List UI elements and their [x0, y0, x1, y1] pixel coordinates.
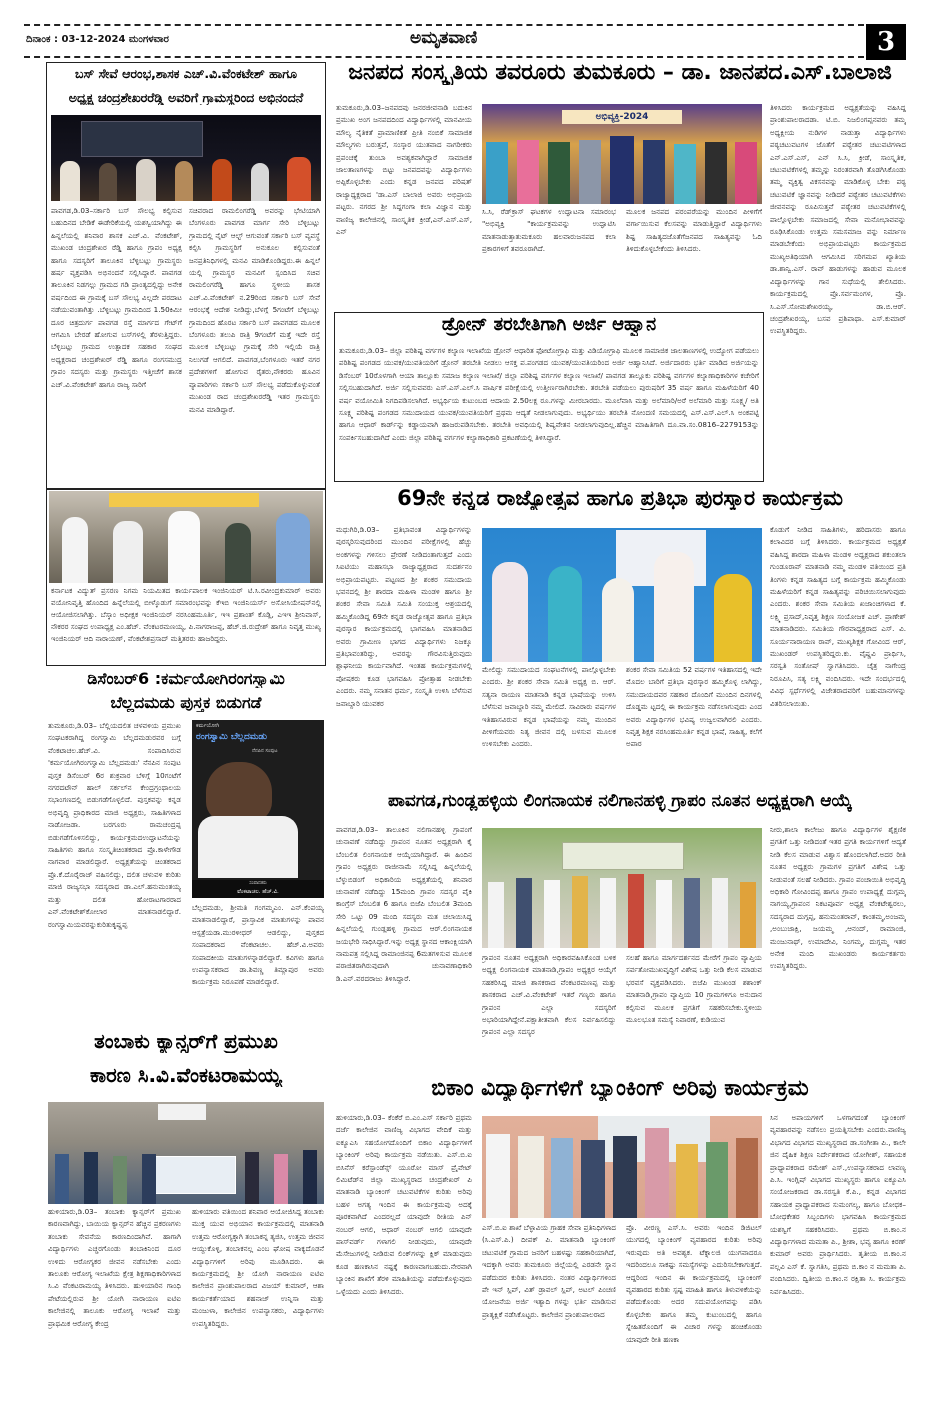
office-building — [562, 842, 684, 870]
headline-book-line2: ಬೆಲ್ಲದಮಡು ಪುಸ್ತಕ ಬಿಡುಗಡೆ — [110, 694, 262, 712]
students — [48, 1148, 324, 1204]
grampanchayat-body-col4: ನೀರು,ಶಾಲಾ ಕಾಲೇಜು ಹಾಗೂ ವಿದ್ಯಾರ್ಥಿಗಳ ಶೈಕ್ಷಣಿಕ ಪ್ರಗತಿಗೆ ಒತ್ತು ನೀಡಿದಂತೆ ಇತರ ಪ್ರಗತಿ ಕಾರ್ಯಗಳಿಗೆ ಆದ್ಯತೆ ನೀಡಿ ಕೆಲಸ ಮಾಡುವ ವಿಶ್ವಾಸ ಹೊಂದಲಾಗಿದೆ.ಅದರ ರೀತಿ ನೂತನ ಅಧ್ಯಕ್ಷರು ಗ್ರಾಮಗಳ ಪ್ರಗತಿಗೆ ವಿಶೇಷ ಒತ್ತು ನೀಡುವಂತೆ ಸಲಹೆ ನೀಡಿದರು. ಗ್ರಾಪಂ ಪಂಚಾಯಿತಿ ಅಭಿವೃದ್ಧಿ ಅಧಿಕಾರಿ ಗೋವಿಂದಪ್ಪ ಹಾಗೂ ಗ್ರಾಪಂ ಉಪಾಧ್ಯಕ್ಷೆ ದುಗ್ಗಮ್ಮ ನಾಗಯ್ಯ,ಗ್ರಾಪಂನ ನಿಕಟಪೂರ್ವ ಅಧ್ಯಕ್ಷ ವೆಂಕಟೇಶ್ವರಲು, ಸದಸ್ಯರಾದ ದುಗ್ಗಪ್ಪ, ಹನುಮಂತರಾವ್, ಕಾಂತಮ್ಮ,ಅಂಜಮ್ಮ ,ಅಂಬುಜಾಕ್ಷಿ, ಜಯಮ್ಮ ,ಆನಂದ್, ರಾಮಾಂಜಿ, ಮಂಜುನಾಥ್, ಉಮಾದೇವಿ, ನಿಂಗಮ್ಮ, ದುಗ್ಗಮ್ಮ ಇತರ ಅನೇಕ ಮಂದಿ ಮುಖಂಡರು ಕಾರ್ಯಕರ್ತರು ಉಪಸ್ಥಿತರಿದ್ದರು. — [770, 825, 906, 971]
headline-banking: ಬಿಕಾಂ ವಿದ್ಯಾರ್ಥಿಗಳಿಗೆ ಬ್ಯಾಂಕಿಂಗ್ ಅರಿವು ಕಾರ್ಯಕ್ರಮ — [431, 1076, 809, 1101]
drone-body: ತುಮಕೂರು,ಡಿ.03– ಜಿಲ್ಲಾ ಪರಿಶಿಷ್ಟ ವರ್ಗಗಳ ಕಲ್ಯಾಣ ಇಲಾಖೆಯ ಡ್ರೋನ್ ಆಧಾರಿತ ಫೋಟೋಗ್ರಾಫಿ ಮತ್ತು ವಿಡಿಯೋಗ್ರಾಫಿ ಮೂಲಕ ಸಾಮಾಜಿಕ ಜಾಲತಾಣಗಳಲ್ಲಿ ಉದ್ಯೋಗ ಪಡೆಯಲು ಪರಿಶಿಷ್ಟ ಪಂಗಡದ ಯುವಕ/ಯುವತಿಯರಿಗೆ ಡ್ರೋನ್ ತರಬೇತಿ ನೀಡಲು ಆಸಕ್ತ ಪ.ಪಂಗಡದ ಯುವಕ/ಯುವತಿಯರಿಂದ ಅರ್ಜಿ ಆಹ್ವಾನಿಸಿದೆ. ಅರ್ಜಿದಾರರು ಭರ್ತಿ ಮಾಡಿದ ಅರ್ಜಿಯನ್ನು ಡಿಸೆಂಬರ್ 10ರೊಳಗಾಗಿ ಆಯಾ ತಾಲ್ಲೂಕು ಸಮಾಜ ಕಲ್ಯಾಣ ಇಲಾಖೆ/ ಜಿಲ್ಲಾ ಪರಿಶಿಷ್ಟ ವರ್ಗಗಳ ಕಲ್ಯಾಣ ಇಲಾಖೆ/ ಪಾವಗಡ ತಾಲ್ಲೂಕು ಪರಿಶಿಷ್ಟ ವರ್ಗಗಳ ಕಲ್ಯಾಣಾಧಿಕಾರಿಗಳ ಕಚೇರಿಗೆ ಸಲ್ಲಿಸಬಹುದಾಗಿದೆ. ಅರ್ಜಿ ಸಲ್ಲಿಸುವವರು ಎಸ್.ಎಸ್.ಎಲ್.ಸಿ ವಾರ್ಷಿಕ ಪರೀಕ್ಷೆಯಲ್ಲಿ ಉತ್ತೀರ್ಣರಾಗಿರಬೇಕು. ತರಬೇತಿ ಪಡೆಯಲು ಪುರುಷರಿಗೆ 35 ವರ್ಷ ಹಾಗೂ ಮಹಿಳೆಯರಿಗೆ 40 ವರ್ಷ ವಯೋಮಿತಿ ನಿಗದಿಪಡಿಸಲಾಗಿದೆ. ಅಭ್ಯರ್ಥಿಯ ಕುಟುಂಬದ ಆದಾಯ 2.50ಲಕ್ಷ ರೂ.ಗಳನ್ನು ಮೀರಬಾರದು. ಮೂಲೆವಾಸಿ ಮತ್ತು ಅಲೆಮಾರಿ/ಅರೆ ಅಲೆಮಾರಿ ಮತ್ತು ಸೂಕ್ಷ್ಮ/ ಅತಿ ಸೂಕ್ಷ್ಮ ಪರಿಶಿಷ್ಟ ಪಂಗಡದ ಸಮುದಾಯದ ಯುವಕ/ಯುವತಿಯರಿಗೆ ಪ್ರಥಮ ಆದ್ಯತೆ ನೀಡಲಾಗುವುದು. ಅಭ್ಯರ್ಥಿಯು ತರಬೇತಿ ನೋಂದಣಿ ಸಮಯದಲ್ಲಿ ಎಸ್.ಎಸ್.ಎಲ್.ಸಿ ಅಂಕಪಟ್ಟಿ ಹಾಗೂ ಆಧಾರ್ ಕಾರ್ಡ್‌ನ್ನು ಕಡ್ಡಾಯವಾಗಿ ಹಾಜರುಪಡಿಸಬೇಕು. ತರಬೇತಿ ಅವಧಿಯಲ್ಲಿ ಶಿಷ್ಯವೇತನ ನೀಡಲಾಗುವುದಿಲ್ಲ.ಹೆಚ್ಚಿನ ಮಾಹಿತಿಗಾಗಿ ದೂ.ವಾ.ಸಂ.0816–2279153ನ್ನು ಸಂಪರ್ಕಿಸಬಹುದಾಗಿದೆ ಎಂದು ಜಿಲ್ಲಾ ಪರಿಶಿಷ್ಟ ವರ್ಗಗಳ ಕಲ್ಯಾಣಾಧಿಕಾರಿ ಪ್ರಕಟಣೆಯಲ್ಲಿ ತಿಳಿಸಿದ್ದಾರೆ. — [339, 346, 759, 442]
kptcl-caption: ಕರ್ನಾಟಕ ವಿದ್ಯುತ್ ಪ್ರಸರಣ ನಿಗಮ ನಿಯಮಿತದ ಕಾರ್ಯಪಾಲಕ ಇಂಜಿನಿಯರ್ ಟಿ.ಸಿ.ರವೀಂದ್ರಕುಮಾರ್ ಅವರು ವಯೋನಿವೃತ್ತಿ ಹೊಂದಿದ ಹಿನ್ನೆಲೆಯಲ್ಲಿ ಬೀಳ್ಕೊಡುಗೆ ಸಮಾರಂಭವನ್ನು ಕೆಇಬಿ ಇಂಜಿನಿಯರ್ಸ್ ಅಸೋಸಿಯೇಷನ್‌ನಲ್ಲಿ ಆಯೋಜಿಸಲಾಗಿತ್ತು. ಬೆಸ್ಕಾಂ ಅಧೀಕ್ಷಕ ಇಂಜಿನಿಯರ್ ನರಸಿಂಹಮೂರ್ತಿ, ಇಇ ಪ್ರಶಾಂತ್ ಕೊಡ್ಲಿ, ಎಇಇ ಶ್ರೀನಿವಾಸ್, ನೌಕರರ ಸಂಘದ ಉಪಾಧ್ಯಕ್ಷ ಎಂ.ಹೆಚ್. ವೆಂಕಟರಮಣಯ್ಯ, ಪಿ.ನಾಗರಾಜಪ್ಪ, ಹೆಚ್.ಜಿ.ರುದ್ರೇಶ್ ಹಾಗೂ ನಿವೃತ್ತ ಮುಖ್ಯ ಇಂಜಿನಿಯರ್ ಆದಿ ನಾರಾಯಣ್, ವೆಂಕಟೇಶಪ್ರಸಾದ್ ಮತ್ತಿತರರು ಹಾಜರಿದ್ದರು. — [51, 586, 321, 643]
banking-body-col4: ಸಿನ ಅಪಾಯಗಳಿಗೆ ಒಳಗಾಗದಂತೆ ಬ್ಯಾಂಕಿಂಗ್ ವ್ಯವಹಾರವನ್ನು ನಡೆಸಲು ಪ್ರಯತ್ನಿಸಬೇಕು ಎಂದರು.ವಾಣಿಜ್ಯ ವಿಭಾಗದ ವಿಭಾಗದ ಮುಖ್ಯಸ್ಥರಾದ ಡಾ.ಸಂಗೀತಾ ಪಿ., ಕಾಲೇ ಜಿನ ದೈಹಿಕ ಶಿಕ್ಷಣ ನಿರ್ದೇಶಕರಾದ ಯೋಗೀಶ್, ಸಹಾಯಕ ಪ್ರಾಧ್ಯಾಪಕರಾದ ರಮೇಶ್ ಎಸ್.,ಉಪನ್ಯಾಸಕರಾದ ಲಾವಣ್ಯ ಪಿ.ಸಿ. ಇಂಗ್ಲಿಷ್ ವಿಭಾಗದ ಮುಖ್ಯಸ್ಥರು ಹಾಗೂ ಐಕ್ಯೂಎಸಿ ಸಂಯೋಜಕರಾದ ಡಾ.ಸರಸ್ವತಿ ಕೆ.ಪಿ., ಕನ್ನಡ ವಿಭಾಗದ ಸಹಾಯಕ ಪ್ರಾಧ್ಯಾಪಕರಾದ ಸುಮಂಗಲ್ಯ, ಹಾಗೂ ಬೋಧಕ– ಬೋಧಕೇತರ ಸಿಬ್ಬಂದಿಗಳು ಭಾಗವಹಿಸಿ ಕಾರ್ಯಕ್ರಮದ ಯಶಸ್ವಿಗೆ ಸಹಕರಿಸಿದರು. ಪ್ರಥಮ ಬಿ.ಕಾಂ.ನ ವಿದ್ಯಾರ್ಥಿಗಳಾದ ಮಮತಾ ಪಿ., ಶ್ರೀಶಾ, ಭವ್ಯ ಹಾಗೂ ಕಿರಣ್ ಕುಮಾರ್ ಅವರು ಪ್ರಾರ್ಥಿಸಿದರು. ತೃತೀಯ ಬಿ.ಕಾಂ.ನ ಪಲ್ಲವಿ ಎಸ್ ಕೆ. ಸ್ವಾಗತಿಸಿ, ಪ್ರಥಮ ಬಿ.ಕಾಂ ನ ಮಮತಾ ಪಿ. ವಂದಿಸಿದರು. ದ್ವಿತೀಯ ಬಿ.ಕಾಂ.ನ ರಕ್ಷಿತಾ ಸಿ. ಕಾರ್ಯಕ್ರಮ ನಿರ್ವಹಿಸಿದರು. — [770, 1113, 906, 1296]
article-drone — [334, 312, 764, 482]
sign-board — [158, 1104, 206, 1120]
panel-members — [482, 1122, 762, 1218]
photo-grampanchayat-president — [482, 828, 762, 948]
stage-banner: ಅಭಿವ್ಯಕ್ತಿ-2024 — [562, 110, 682, 124]
book-cover-kicker: ಕರ್ಮಯೋಗಿ — [196, 723, 220, 729]
page-number-badge: 3 — [866, 24, 906, 60]
banner-shape — [109, 493, 259, 507]
headline-bus-line1: ಬಸ್ ಸೇವೆ ಆರಂಭ,ಶಾಸಕ ಎಚ್.ವಿ.ವೆಂಕಟೇಶ್ ಹಾಗೂ — [75, 67, 297, 81]
headline-grampanchayat: ಪಾವಗಡ,ಗುಂಡ್ಲಹಳ್ಳಿಯ ಲಿಂಗನಾಯಕ ನಲಿಗಾನಹಳ್ಳಿ ಗ್ರಾಪಂ ನೂತನ ಅಧ್ಯಕ್ಷರಾಗಿ ಆಯ್ಕೆ — [388, 792, 852, 811]
headline-rajyotsava: 69ನೇ ಕನ್ನಡ ರಾಜ್ಯೋತ್ಸವ ಹಾಗೂ ಪ್ರತಿಭಾ ಪುರಸ್ಕಾರ ಕಾರ್ಯಕ್ರಮ — [397, 486, 843, 510]
top-rule — [24, 24, 864, 26]
crowd — [51, 155, 321, 201]
grampanchayat-body-col1: ಪಾವಗಡ,ಡಿ.03– ತಾಲೂಕಿನ ನಲಿಗಾನಹಳ್ಳಿ ಗ್ರಾಪಂಗೆ ಚುನಾವಣೆ ನಡೆದಿದ್ದು ಗ್ರಾಪಂನ ನೂತನ ಅಧ್ಯಕ್ಷರಾಗಿ ಕೈ ಬೆಂಬಲಿತ ಲಿಂಗನಾಯಕ ಆಯ್ಕೆಯಾಗಿದ್ದಾರೆ. ಈ ಹಿಂದಿನ ಗ್ರಾಪಂ ಅಧ್ಯಕ್ಷರು ರಾಜೀನಾಮೆ ಸಲ್ಲಿಸಿದ್ದ ಹಿನ್ನಲೆಯಲ್ಲಿ ಬೆಳ್ಳುಬಿಡಂಗೆ ಅಧಿಕಾರಿಯ ಅಧ್ಯಕ್ಷತೆಯಲ್ಲಿ ಶನಿವಾರ ಚುನಾವಣೆ ನಡೆದಿದ್ದು 15ಮಂದಿ ಗ್ರಾಪಂ ಸದಸ್ಯರ ಪೈಕಿ ಕಾಂಗ್ರೆಸ್ ಬೆಂಬಲಿತ 6 ಹಾಗೂ ಬಿಜೆಪಿ ಬೆಂಬಲಿತ 3ಮಂದಿ ಸೇರಿ ಒಟ್ಟು 09 ಮಂದಿ ಸದಸ್ಯರು ಮತ ಚಲಾಯಿಸಿದ್ದ ಹಿನ್ನಲೆಯಲ್ಲಿ ಗುಂಡ್ಲಹಳ್ಳಿ ಗ್ರಾಮದ ಆರ್.ಲಿಂಗನಾಯಕ ಜಯಭೇರಿ ಸಾಧಿಸಿದ್ದಾರೆ.ಇನ್ನು ಅಧ್ಯಕ್ಷ ಸ್ಥಾನದ ಆಕಾಂಕ್ಷಿಯಾಗಿ ನಾಮಪತ್ರ ಸಲ್ಲಿಸಿದ್ದ ರಾಮಾಂಜಿನಪ್ಪ 6ಮತಗಳಿಸುವ ಮೂಲಕ ಪರಾಜಿತರಾಗಿರುವುದಾಗಿ ಚುನಾವಣಾಧಿಕಾರಿ ಡಿ.ಎನ್.ವರದರಾಜು ತಿಳಿಸಿದ್ದಾರೆ. — [336, 825, 472, 983]
paper-name: ಅಮೃತವಾಣಿ — [410, 28, 478, 48]
bus-body-col1: ಪಾವಗಡ,ಡಿ.03–ಸರ್ಕಾರಿ ಬಸ್ ಸೌಲಭ್ಯ ಕಲ್ಪಿಸುವ ಬಹುದಿನದ ಬೇಡಿಕೆ ಈಡೇರಿಕೆಯಲ್ಲಿ ಯಶಸ್ವಿಯಾಗಿದ್ದು ಈ ಹಿನ್ನಲೆಯಲ್ಲಿ ಶನಿವಾರ ಶಾಸಕ ಎಚ್.ವಿ. ವೆಂಕಟೇಶ್, ಮುಖಂಡ ಚಂದ್ರಶೇಖರ ರೆಡ್ಡಿ ಹಾಗೂ ಗ್ರಾಪಂ ಅಧ್ಯಕ್ಷ ಹಾಗೂ ಸದಸ್ಯರಿಗೆ ತಾಲೂಕಿನ ಬೆಳ್ಳಿಬಟ್ಲು ಗ್ರಾಮಸ್ಥರು ಹರ್ಷ ವ್ಯಕ್ತಪಡಿಸಿ ಅಭಿನಂದನೆ ಸಲ್ಲಿಸಿದ್ದಾರೆ. ಪಾವಗಡ ತಾಲೂಕಿನ ನಿಡಗಲ್ಲು ಗ್ರಾಮದ ಗಡಿ ಪ್ರಾಂತ್ಯದಲ್ಲಿದ್ದು ಅನೇಕ ವರ್ಷದಿಂದ ಈ ಗ್ರಾಮಕ್ಕೆ ಬಸ್ ಸೌಲಭ್ಯ ವಿಲ್ಲದೇ ಪರದಾಟ ನಡೆಯುವಂತಾಗಿತ್ತು .ಬೆಳ್ಳಿಬಟ್ಲು ಗ್ರಾಮದಿಂದ 1.50ಕಿಮೀ ದೂರ ಚಿತ್ರದುರ್ಗ ಪಾವಗಡ ರಸ್ತೆ ಮಾರ್ಗದ ಗೇಟ್‌ಗೆ ಆಗಮಿಸಿ ಬೇರಡೆ ಹೋಗುವ ಬಸ್‌ಗಳಲ್ಲಿ ತೆರಳುತ್ತಿದ್ದರು. ಬೆಳ್ಳಿಬಟ್ಲು ಗ್ರಾಮದ ಉತ್ಪಾದಕ ಸಹಕಾರ ಸಂಘದ ಅಧ್ಯಕ್ಷರಾದ ಚಂದ್ರಶೇಖರ್ ರೆಡ್ಡಿ ಹಾಗೂ ರಂಗಸಮುದ್ರ ಗ್ರಾಪಂ ಸದಸ್ಯರು ಮತ್ತು ಗ್ರಾಮಸ್ಥರು ಇತ್ತೀಚೆಗೆ ಶಾಸಕ ಎಚ್.ವಿ.ವೆಂಕಟೇಶ್ ಹಾಗೂ ರಾಜ್ಯ ಸಾರಿಗೆ — [51, 206, 182, 389]
book-body-col2: ಬೆಲ್ಲದಮಡು, ಶ್ರೀಮತಿ ಗಂಗಮ್ಮಎಂ. ಎನ್.ಕೆಂಪಯ್ಯ ಮಾತನಾಡಲಿದ್ದಾರೆ, ಪ್ರಾಸ್ತಾವಿಕ ಮಾತುಗಳನ್ನು ಪಾವನ ಆಸ್ಪತ್ರೆಯಡಾ.ಮುರಳೀಧರ್ ಆಡಲಿದ್ದು, ಪುಸ್ತಕದ ಸಂಪಾದಕರಾದ ವೆಂಕಟಾಚಲ. ಹೆಚ್.ವಿ.ಅವರು ಸಂಪಾದಕೀಯ ಮಾತುಗಳನ್ನಾಡಲಿದ್ದಾರೆ. ಕವಿಗಳು ಹಾಗೂ ಉಪನ್ಯಾಸಕರಾದ ಡಾ.ಶಿವಣ್ಣ ತಿಮ್ಲಾಪುರ ಅವರು ಕಾರ್ಯಕ್ರಮ ನಿರೂಪಣೆ ಮಾಡಲಿದ್ದಾರೆ. — [192, 903, 324, 987]
photo-bus-felicitation — [51, 115, 321, 201]
book-cover — [192, 720, 324, 898]
photo-abhivyakti-2024 — [482, 104, 762, 204]
header-bottom-rule — [24, 56, 864, 58]
rajyotsava-body-col1: ಮಧುಗಿರಿ,ಡಿ.03– ಪ್ರತಿಭಾವಂತ ವಿದ್ಯಾರ್ಥಿಗಳನ್ನು ಪುರಸ್ಕರಿಸುವುದರಿಂದ ಮುಂದಿನ ಪರೀಕ್ಷೆಗಳಲ್ಲಿ ಹೆಚ್ಚು ಅಂಕಗಳನ್ನು ಗಳಿಸಲು ಪ್ರೇರಣೆ ನೀಡಿದಂತಾಗುತ್ತದೆ ಎಂದು ಸಿಐಟಿಯು ಮಹಾಸಭಾ ರಾಜ್ಯಾಧ್ಯಕ್ಷರಾದ ಸುದರ್ಶನಂ ಅಭಿಪ್ರಾಯಪಟ್ಟರು. ಪಟ್ಟಣದ ಶ್ರೀ ಶಂಕರ ಸಮುದಾಯ ಭವನದಲ್ಲಿ ಶ್ರೀ ಶಾರದಾ ಮಹಿಳಾ ಮಂಡಳಿ ಹಾಗೂ ಶ್ರೀ ಶಂಕರ ಸೇವಾ ಸಮಿತಿ ಸಮಿತಿ ಸಂಯುಕ್ತ ಆಶ್ರಯದಲ್ಲಿ ಹಮ್ಮಿಕೊಂಡಿದ್ದ 69ನೇ ಕನ್ನಡ ರಾಜ್ಯೋತ್ಸವ ಹಾಗೂ ಪ್ರತಿಭಾ ಪುರಸ್ಕಾರ ಕಾರ್ಯಕ್ರಮದಲ್ಲಿ ಭಾಗವಹಿಸಿ ಮಾತನಾಡಿದ ಅವರು ಗ್ರಾಮೀಣ ಭಾಗದ ವಿದ್ಯಾರ್ಥಿಗಳು ನಿಜಕ್ಕೂ ಪ್ರತಿಭಾವಂತರಿದ್ದು, ಅವರನ್ನು ಗೌರವಿಸುತ್ತಿರುವುದು ಶ್ಲಾಘನೀಯ ಕಾರ್ಯವಾಗಿದೆ. ಇಂತಹ ಕಾರ್ಯಕ್ರಮಗಳಲ್ಲಿ ಪೋಷಕರು ಕೂಡ ಭಾಗವಹಿಸಿ ಪ್ರೋತ್ಸಾಹ ನೀಡಬೇಕು ಎಂದರು. ನಮ್ಮ ಸನಾತನ ಧರ್ಮ, ಸಂಸ್ಕೃತಿ ಉಳಿಸಿ ಬೆಳೆಸುವ ಜವಾಬ್ದಾರಿ ಯುವಕರ — [336, 525, 472, 708]
headline-drone: ಡ್ರೋನ್ ತರಬೇತಿಗಾಗಿ ಅರ್ಜಿ ಆಹ್ವಾನ — [441, 315, 657, 335]
janapada-body-col1: ತುಮಕೂರು,ಡಿ.03–ಜನಪದವು ಜನರಜೀವನಾಡಿ ಬದುಕಿನ ಪ್ರಮುಖ ಅಂಗ ಜನಪದದಿಂದ ವಿದ್ಯಾರ್ಥಿಗಳಲ್ಲಿ ಮಾನವೀಯ ಮೌಲ್ಯ ನೈತಿಕತೆ ಪ್ರಾಮಾಣಿಕತೆ ಪ್ರೀತಿ ನಂಬಿಕೆ ಸಾಮಾಜಿಕ ಮೌಲ್ಯಗಳು ಬರುತ್ತವೆ, ಸಂಸ್ಕಾರ ಯುತವಾದ ನಾಗರೀಕರು ಪ್ರಪಂಚಕ್ಕೆ ತುಂಬಾ ಅವಶ್ಯಕವಾಗಿದ್ದಾರೆ ಸಾಮಾಜಿಕ ಜಾಲತಾಣಗಳನ್ನು ಬಿಟ್ಟು ಜನಪದವನ್ನು ವಿದ್ಯಾರ್ಥಿಗಳು ಅಪ್ಪಿಕೊಳ್ಳಬೇಕು ಎಂದು ಕನ್ನಡ ಜನಪದ ಪರಿಷತ್ ರಾಜ್ಯಾಧ್ಯಕ್ಷರಾದ 'ಡಾ.ಎಸ್ ಬಾಲಾಜಿ ಅವರು ಅಭಿಪ್ರಾಯ ಪಟ್ಟರು. ನಗರದ ಶ್ರೀ ಸಿದ್ದಗಂಗಾ ಕಲಾ ವಿಜ್ಞಾನ ಮತ್ತು ವಾಣಿಜ್ಯ ಕಾಲೇಜಿನಲ್ಲಿ ಸಾಂಸ್ಕೃತಿಕ ಕ್ರೀಡೆ,ಎನ್.ಎಸ್.ಎಸ್, ಎನ್ — [336, 103, 472, 237]
portrait-shirt — [198, 816, 298, 878]
rajyotsava-body-col4: ಕೊಡುಗೆ ನೀಡಿದ ಸಾಹಿತಿಗಳು, ಹರಿದಾಸರು ಹಾಗೂ ಕಲಾವಿದರ ಬಗ್ಗೆ ತಿಳಿಸಿದರು. ಕಾರ್ಯಕ್ರಮದ ಅಧ್ಯಕ್ಷತೆ ವಹಿಸಿದ್ದ ಶಾರದಾ ಮಹಿಳಾ ಮಂಡಳಿ ಅಧ್ಯಕ್ಷರಾದ ಶಕುಂತಲಾ ಗುಂಡೂರಾವ್ ಮಾತನಾಡಿ ನಮ್ಮ ಮಂಡಳಿ ವತಿಯಿಂದ ಪ್ರತಿ ತಿಂಗಳು ಕನ್ನಡ ಸಾಹಿತ್ಯದ ಬಗ್ಗೆ ಕಾರ್ಯಕ್ರಮ ಹಮ್ಮಿಕೊಂಡು ಮಹಿಳೆಯರಿಗೆ ಕನ್ನಡ ಸಾಹಿತ್ಯವನ್ನು ಪರಿಚಯಿಸಲಾಗುವುದು ಎಂದರು. ಶಂಕರ ಸೇವಾ ಸಮಿತಿಯ ಖಜಾಂಚಿಗಳಾದ ಕೆ. ಲಕ್ಷ್ಮಿ ಪ್ರಸಾದ್,ನಿವೃತ್ತ ಶಿಕ್ಷಣ ಸಂಯೋಜಕ ಎಚ್. ಪ್ರಾಣೇಶ್ ಮಾತನಾಡಿದರು. ಸಮಿತಿಯ ಗೌರವಾಧ್ಯಕ್ಷರಾದ ಎಸ್. ವಿ. ಸೂರ್ಯನಾರಾಯಣ ರಾವ್, ಮುಖ್ಯಶಿಕ್ಷಕ ಗೋವಿಂದ ಆರ್, ಮುಖಂಡರ್ ಉಪಸ್ಥಿತರಿದ್ದರು.ಕು. ವೈಷ್ಣವಿ ಪ್ರಾರ್ಥಿಸಿ, ಸರಸ್ವತಿ ಸಂತೋಷ್ ಸ್ವಾಗತಿಸಿದರು. ಚೈತ್ರ ನಾಗೇಂದ್ರ ನಿರೂಪಿಸಿ, ಸತ್ಯ ಲಕ್ಷ್ಮಿ ವಂದಿಸಿದರು. ಇದೇ ಸಂದರ್ಭದಲ್ಲಿ ವಿವಿಧ ಸ್ಪರ್ಧೆಗಳಲ್ಲಿ ವಿಜೇತರಾದವರಿಗೆ ಬಹುಮಾನಗಳನ್ನು ವಿತರಿಸಲಾಯಿತು. — [770, 525, 906, 708]
portrait-face — [206, 762, 272, 822]
headline-bus-line2: ಅಧ್ಯಕ್ಷ ಚಂದ್ರಶೇಖರರೆಡ್ಡಿ ಅವರಿಗೆ ಗ್ರಾಮಸ್ಥರಿಂದ ಅಭಿನಂದನೆ — [68, 91, 304, 105]
banking-body-col1: ಹುಳಿಯಾರು,ಡಿ.03– ಕೆಂಕೆರೆ ಬಿ.ಎಂ.ಎಸ್ ಸರ್ಕಾರಿ ಪ್ರಥಮ ದರ್ಜೆ ಕಾಲೇಜಿನ ವಾಣಿಜ್ಯ ವಿಭಾಗದ ವೇದಿಕೆ ಮತ್ತು ಐಕ್ಯೂಎಸಿ ಸಹಯೋಗದೊಂದಿಗೆ ಬಿಕಾಂ ವಿದ್ಯಾರ್ಥಿಗಳಿಗೆ ಬ್ಯಾಂಕಿಂಗ್ ಅರಿವು ಕಾರ್ಯಕ್ರಮ ನಡೆಯಿತು. ಎಸ್.ಬಿ.ಐ ಬಿಸಿನೆಸ್ ಕರೆಸ್ಪಾಂಡೆನ್ಸ್ ಯೂರೋ ಮಾಸ್ ಪ್ರೈವೇಟ್ ಲಿಮಿಟೆಡ್‌ನ ಜಿಲ್ಲಾ ಮುಖ್ಯಸ್ಥರಾದ ಚಂದ್ರಶೇಖರ್ ಪಿ ಮಾತನಾಡಿ ಬ್ಯಾಂಕಿಂಗ್ ಚಟುವಟಿಕೆಗಳ ಕುರಿತು ಅರಿವು ಬಹಳ ಅಗತ್ಯ ಇಂದಿನ ಈ ಕಾರ್ಯಕ್ರಮವು ಅದಕ್ಕೆ ಪೂರಕವಾಗಿದೆ ಎಂದರಲ್ಲದೆ ಯಾವುದೇ ರೀತಿಯ ಪಿನ್ ನಂಬರ್ ಆಗಲಿ, ಆಧಾರ್ ನಂಬರ್ ಆಗಲಿ ಯಾವುದೇ ಪಾಸ್‌ವರ್ಡ್ ಗಳಾಗಲಿ ನೀಡುವುದು, ಯಾವುದೇ ಮೆಸೇಜುಗಳಲ್ಲಿ ನೀಡಿರುವ ಲಿಂಕ್‌ಗಳನ್ನು ಕ್ಲಿಕ್ ಮಾಡುವುದು ಕೂಡ ಹಣಕಾಸಿನ ನಷ್ಟಕ್ಕೆ ಕಾರಣವಾಗಬಹುದು.ನೇರವಾಗಿ ಬ್ಯಾಂಕಿನ ಶಾಖೆಗೆ ತೆರಳಿ ಮಾಹಿತಿಯನ್ನು ಪಡೆದುಕೊಳ್ಳುವುದು ಒಳ್ಳೆಯದು ಎಂದು ತಿಳಿಸಿದರು. — [336, 1113, 472, 1296]
grampanchayat-body-col2: ಗ್ರಾಪಂನ ನೂತನ ಅಧ್ಯಕ್ಷರಾಗಿ ಅಧಿಕಾರವಹಿಸಿಕೊಂಡ ಬಳಿಕ ಅಧ್ಯಕ್ಷ ಲಿಂಗನಾಯಕ ಮಾತನಾಡಿ,ಗ್ರಾಪಂ ಅಧ್ಯಕ್ಷರ ಆಯ್ಕೆಗೆ ಸಹಕರಿಸಿದ್ದ ಮಾಜಿ ಶಾಸಕರಾದ ವೆಂಕಟರಮಣಪ್ಪ ಮತ್ತು ಶಾಸಕರಾದ ಎಚ್.ವಿ.ವೆಂಕಟೇಶ್ ಇತರೆ ಗಣ್ಯರು ಹಾಗೂ ಗ್ರಾಪಂನ ಎಲ್ಲಾ ಸದಸ್ಯರಿಗೆ ಅಭಾರಿಯಾಗಿದ್ದೇನೆ.ಪಕ್ಷಾತೀತವಾಗಿ ಕೆಲಸ ನಿರ್ವಹಿಸಲಿದ್ದು ಗ್ರಾಪಂನ ಎಲ್ಲಾ ಸದಸ್ಯರ — [482, 953, 616, 1037]
issue-date: ದಿನಾಂಕ : 03-12-2024 ಮಂಗಳವಾರ — [26, 34, 169, 45]
people — [49, 509, 323, 583]
banking-body-col3: ಪ್ರೊ. ವೀರಣ್ಣ ಎಸ್.ಸಿ. ಅವರು ಇಂದಿನ ಡಿಜಿಟಲ್ ಯುಗದಲ್ಲಿ ಬ್ಯಾಂಕಿಂಗ್ ವ್ಯವಹಾರದ ಕುರಿತು ಅರಿವು ಇರುವುದು ಅತಿ ಅವಶ್ಯಕ. ಟೆಕ್ನಾಲಜಿ ಯುಗವಾದರೂ ಇದರಿಂದಲೂ ಸಾಕಷ್ಟು ಸಮಸ್ಯೆಗಳನ್ನು ಎದುರಿಸಬೇಕಾಗುತ್ತದೆ. ಆದ್ದರಿಂದ ಇಂದಿನ ಈ ಕಾರ್ಯಕ್ರಮದಲ್ಲಿ ಬ್ಯಾಂಕಿಂಗ್ ವ್ಯವಹಾರದ ಕುರಿತು ಸ್ಪಷ್ಟ ಮಾಹಿತಿ ಹಾಗೂ ತಿಳುವಳಿಕೆಯನ್ನು ಪಡೆದುಕೊಂಡು ಅದರ ಸದುಪಯೋಗವನ್ನು ಪಡಿಸಿ ಕೊಳ್ಳಬೇಕು ಹಾಗೂ ತಮ್ಮ ಕುಟುಂಬದಲ್ಲಿ ಹಾಗೂ ಸ್ನೇಹಿತರೊಂದಿಗೆ ಈ ವಿಚಾರ ಗಳನ್ನು ಹಂಚಿಕೊಂಡು ಯಾವುದೇ ರೀತಿ ಹಣಕಾ — [626, 1223, 762, 1344]
tobacco-body-col1: ಹುಳಿಯಾರು,ಡಿ.03– ತಂಬಾಕು ಕ್ಯಾನ್ಸರ್‌ಗೆ ಪ್ರಮುಖ ಕಾರಣವಾಗಿದ್ದು, ಬಾಯಿಯ ಕ್ಯಾನ್ಸರ್‌ನ ಹೆಚ್ಚಿನ ಪ್ರಕರಣಗಳು ತಂಬಾಕು ಸೇವನೆಯ ಕಾರಣದಿಂದಾಗಿವೆ. ಹಾಗಾಗಿ ವಿದ್ಯಾರ್ಥಿಗಳು ಎಚ್ಚರಗೊಂಡು ತಂಬಾಕಿನಿಂದ ದೂರ ಉಳಿದು ಆರೋಗ್ಯಕರ ಜೀವನ ನಡೆಸಬೇಕು ಎಂದು ತಾಲೂಕು ಆರೋಗ್ಯ ಇಲಾಖೆಯ ಕ್ಷೇತ್ರ ಶಿಕ್ಷಣಾಧಿಕಾರಿಗಳಾದ ಸಿ.ವಿ ವೆಂಕಟರಾಮಯ್ಯ ತಿಳಿಸಿದರು. ಹುಳಿಯಾರಿನ ಗಾಂಧಿ ಪೇಟೆಯಲ್ಲಿರುವ ಶ್ರೀ ಯೋಗಿ ನಾರಾಯಣ ಐಟಿಐ ಕಾಲೇಜಿನಲ್ಲಿ ತಾಲೂಕು ಆರೋಗ್ಯ ಇಲಾಖೆ ಮತ್ತು ಪ್ರಾಥಮಿಕ ಆರೋಗ್ಯ ಕೇಂದ್ರ — [48, 1207, 181, 1328]
bus-body-col2: ಸಚಿವರಾದ ರಾಮಲಿಂಗರೆಡ್ಡಿ ಅವರನ್ನು ಭೇಟಿಯಾಗಿ ಬೆಂಗಳೂರು ಪಾವಗಡ ಮಾರ್ಗ ಸೇರಿ ಬೆಳ್ಳಿಬಟ್ಲು ಗ್ರಾಮದಲ್ಲಿ ನೈಟ್ ಆಲ್ಟ್ ಆಗುವಂತೆ ಸರ್ಕಾರಿ ಬಸ್ ವ್ಯವಸ್ಥೆ ಕಲ್ಪಿಸಿ ಗ್ರಾಮಸ್ಥರಿಗೆ ಅನುಕೂಲ ಕಲ್ಪಿಸುವಂತೆ ಜನಪ್ರತಿನಿಧಿಗಳಲ್ಲಿ ಮನವಿ ಮಾಡಿಕೊಂಡಿದ್ದರು.ಈ ಹಿನ್ನಲೆ ಯಲ್ಲಿ ಗ್ರಾಮಸ್ಥರ ಮನವಿಗೆ ಸ್ಪಂದಿಸಿದ ಸಚಿವ ರಾಮಲಿಂಗರೆಡ್ಡಿ ಹಾಗೂ ಸ್ಥಳೀಯ ಶಾಸಕ ಎಚ್.ವಿ.ವೆಂಕಟೇಶ್ ನ.29ರಿಂದ ಸರ್ಕಾರಿ ಬಸ್ ಸೇವೆ ಆರಂಭಕ್ಕೆ ಆದೇಶ ನೀಡಿದ್ದು,ಬೆಳಗ್ಗೆ 5ಗಂಟೆಗೆ ಬೆಳ್ಳಿಬಟ್ಲು ಗ್ರಾಮದಿಂದ ಹೊರಟ ಸರ್ಕಾರಿ ಬಸ್ ಪಾವಗಡದ ಮೂಲಕ ಬೆಂಗಳೂರು ತಲುಪಿ ರಾತ್ರಿ 9ಗಂಟೆಗೆ ಮತ್ತೆ ಇದೇ ರಸ್ತೆ ಮೂಲಕ ಬೆಳ್ಳಿಬಟ್ಲು ಗ್ರಾಮಕ್ಕೆ ಸೇರಿ ಇಲ್ಲಿಯೆ ರಾತ್ರಿ ನಿಲುಗಡೆ ಆಗಲಿದೆ. ಪಾವಗಡ,ಬೆಂಗಳೂರು ಇತರೆ ನಗರ ಪ್ರದೇಶಗಳಿಗೆ ಹೋಗುವ ರೈತರು,ನೌಕರರು ಹೂವಿನ ವ್ಯಾಪಾರಿಗಳು ಸರ್ಕಾರಿ ಬಸ್ ಸೌಲಭ್ಯ ಪಡೆದುಕೊಳ್ಳುವಂತೆ ಮುಖಂಡ ರಾದ ಚಂದ್ರಶೇಖರರೆಡ್ಡಿ ಇತರ ಗ್ರಾಮಸ್ಥರು ಮನವಿ ಮಾಡಿದ್ದಾರೆ. — [189, 206, 320, 414]
dignitaries — [482, 548, 762, 662]
photo-tobacco-campaign — [48, 1102, 324, 1204]
book-cover-editor: ವೆಂಕಟಾಚಲ. ಹೆಚ್.ವಿ. — [237, 889, 279, 895]
grampanchayat-body-col3: ಸಲಹೆ ಹಾಗೂ ಮಾರ್ಗದರ್ಶನದ ಮೇರೆಗೆ ಗ್ರಾಪಂ ವ್ಯಾಪ್ತಿಯ ಸರ್ವತೋಮುಖವೃದ್ಧಿಗೆ ವಿಶೇಷ ಒತ್ತು ನೀಡಿ ಕೆಲಸ ಮಾಡುವ ಭರವಸೆ ವ್ಯಕ್ತಪಡಿಸಿದರು. ಬಿಜೆಪಿ ಮುಖಂಡ ಶಶಾಂಕ್ ಮಾತನಾಡಿ,ಗ್ರಾಪಂ ವ್ಯಾಪ್ತಿಯ 10 ಗ್ರಾಮಗಳಿಗೂ ಅನುದಾನ ಕಲ್ಪಿಸುವ ಮೂಲಕ ಪ್ರಗತಿಗೆ ಸಹಕರಿಸಬೇಕು.ಸ್ಥಳೀಯ ಮೂಲಭೂತ ಸಮಸ್ಯೆ ನಿವಾರಣೆ, ಕುಡಿಯುವ — [626, 953, 762, 1025]
bus-shape — [81, 121, 203, 157]
officials — [482, 868, 762, 948]
book-cover-editor-label: ಸಂಪಾದಕರು — [249, 881, 267, 886]
banking-body-col2: ಎಸ್.ಬಿ.ಐ ಶಾಖೆ ಬೆಳ್ಳಾವಿಯ ಗ್ರಾಹಕ ಸೇವಾ ಪ್ರತಿನಿಧಿಗಳಾದ (ಸಿ.ಎಸ್.ಪಿ.) ದೀಪಕ್ ಪಿ. ಮಾತನಾಡಿ ಬ್ಯಾಂಕಿಂಗ್ ಚಟುವಟಿಕೆ ಗ್ರಾಮದ ಜನರಿಗೆ ಬಹಳಷ್ಟು ಸಹಕಾರಿಯಾಗಿದೆ, ಇದಕ್ಕಾಗಿ ಅವರು ತುಮಕೂರು ಜಿಲ್ಲೆಯಲ್ಲಿ ಎರಡನೇ ಸ್ಥಾನ ಪಡೆದುದರ ಕುರಿತು ತಿಳಿಸಿದರು. ನಂತರ ವಿದ್ಯಾರ್ಥಿಗಳಿಂದ ಪೇ ಇನ್ ಸ್ಲಿಪ್, ವಿತ್ ಡ್ರಾವಲ್ ಸ್ಲಿಪ್, ಅಟಲ್ ಪಿಂಚಣಿ ಯೋಜನೆಯ ಅರ್ಜಿ ಇತ್ಯಾದಿ ಗಳನ್ನು ಭರ್ತಿ ಮಾಡಿಸುವ ಪ್ರಾತ್ಯಕ್ಷಿಕೆ ನಡೆಸಿಕೊಟ್ಟರು. ಕಾಲೇಜಿನ ಪ್ರಾಂಶುಪಾಲರಾದ — [482, 1223, 616, 1319]
book-body-col1: ತುಮಕೂರು,ಡಿ.03– ಬೆಲ್ಲಿಯದಲಿತ ಚಳವಳಿಯ ಪ್ರಮುಖ ಸಂಘಟಕರಾಗಿದ್ದ ರಂಗಸ್ವಾಮಿ ಬೆಲ್ಲದಮಡುರವರ ಬಗ್ಗೆ ವೆಂಕಟಾಚಲ.ಹೆಚ್.ವಿ. ಸಂಪಾದಿಸಿರುವ 'ಕರ್ಮಯೋಗಿರಂಗಸ್ವಾಮಿ ಬೆಲ್ಲದಮಡು' ನೆನಪಿನ ಸಂಪುಟ ಪುಸ್ತಕ ಡಿಸೆಂಬರ್ 6ರ ಶುಕ್ರವಾರ ಬೆಳಿಗ್ಗೆ 10ಗಂಟೆಗೆ ನಗರದಟೌನ್ ಹಾಲ್ ಸರ್ಕಲ್‌ನ ಕೇಂದ್ರಗ್ರಂಥಾಲಯ ಸಭಾಂಗಣದಲ್ಲಿ ಬಿಡುಗಡೆಗೊಳ್ಳಲಿದೆ. ಪುಸ್ತಕವನ್ನು ಕನ್ನಡ ಅಭಿವೃದ್ಧಿ ಪ್ರಾಧಿಕಾರದ ಮಾಜಿ ಅಧ್ಯಕ್ಷರು, ಸಾಹಿತಿಗಳಾದ ನಾಡೋಜಡಾ. ಬರಗೂರು ರಾಮಚಂದ್ರಪ್ಪ ಬಿಡುಗಡೆಗೊಳಿಸಲಿದ್ದು, ಕಾರ್ಯಕ್ರಮದಉದ್ಘಾಟನೆಯನ್ನು ಸಾಹಿತಿಗಳು ಹಾಗೂ ಸಂಸ್ಕೃತಿಚಿಂತಕರಾದ ಪ್ರೊ.ಕಾಳೇಗೌಡ ನಾಗವಾರ ಮಾಡಲಿದ್ದಾರೆ. ಅಧ್ಯಕ್ಷತೆಯನ್ನು ಚಿಂತಕರಾದ ಪ್ರೊ.ಕೆ.ದೊರೈರಾಜ್ ವಹಿಸಲಿದ್ದು, ದಲಿತ ಚಳುವಳಿ ಕುರಿತು ಮಾಜಿ ರಾಜ್ಯಸಭಾ ಸದಸ್ಯರಾದ ಡಾ.ಎಲ್.ಹನುಮಂತಯ್ಯ ಮತ್ತು ದಲಿತ ಹೋರಾಟಗಾರರಾದ ಎನ್.ವೆಂಕಟೇಶ್‌ಕೋಲಾರ ಮಾತನಾಡಲಿದ್ದಾರೆ. ರಂಗಸ್ವಾಮಿಯವರನ್ನುಕುರಿತುಕೃಷ್ಣಪ್ಪ — [48, 721, 181, 929]
book-cover-footer — [192, 880, 324, 898]
janapada-body-col4: ತಿಳಿಸಿದರು ಕಾರ್ಯಕ್ರಮದ ಅಧ್ಯಕ್ಷತೆಯನ್ನು ವಹಿಸಿದ್ದ ಪ್ರಾಂಶುಪಾಲರಾದಡಾ. ಟಿ.ಬಿ. ನಿಜಲಿಂಗಪ್ಪನವರು ತಮ್ಮ ಅಧ್ಯಕ್ಷೀಯ ನುಡಿಗಳ ನಾಡುತ್ತಾ ವಿದ್ಯಾರ್ಥಿಗಳು ಪಠ್ಯಚಟುವಟಗಳ ಜೊತೆಗೆ ಪಠ್ಯೇತರ ಚಟುವಟಿಗಳಾದ ಎನ್.ಎಸ್.ಎಸ್, ಎನ್ ಸಿ.ಸಿ, ಕ್ರೀಡೆ, ಸಾಂಸ್ಕೃತಿಕ, ಚಟುವಟಿಕೆಗಳಲ್ಲಿ ತಮ್ಮನ್ನು ನಿರಂತರವಾಗಿ ತೊಡಗಿಸಿಕೊಂಡು ತಮ್ಮ ವ್ಯಕ್ತಿತ್ವ ವಿಕಸನವನ್ನು ಮಾಡಿಕೊಳ್ಳ ಬೇಕು ಪಠ್ಯ ಚಟುವಟಿಕೆ ಜ್ಞಾನವನ್ನು ನೀಡಿದರೆ ಪಠ್ಯೇತರ ಚಟುವಟಿಕೆಗಳು ಜೀವನವನ್ನು ರೂಪಿಸುತ್ತವೆ ಪಠ್ಯೇತರ ಚಟುವಟಿಕೆಗಳಲ್ಲಿ ಪಾಲ್ಗೊಳ್ಳಬೇಕು ಸಮಾಜದಲ್ಲಿ ಸೇವಾ ಮನೋಭಾವವನ್ನು ರೂಢಿಸಿಕೊಂಡು ಉತ್ತಮ ಸಮಸಮಾಜ ವನ್ನು ನಿರ್ಮಾಣ ಮಾಡಬೇಕೆಂದು ಅಭಿಪ್ರಾಯಪಟ್ಟರು ಕಾರ್ಯಕ್ರಮದ ಮುಖ್ಯಅತಿಥಿಯಾಗಿ ಆಗಮಿಸಿದ ಸರಿಗಮಪ ಖ್ಯಾತಿಯ ಡಾ.ಶಾನ್ವಿ.ಎಸ್. ರಾವ್ ಹಾಡುಗಳನ್ನು ಹಾಡುವ ಮೂಲಕ ವಿದ್ಯಾರ್ಥಿಗಳನ್ನು ಗಾನ ಸುಧೆಯಲ್ಲಿ ತೇಲಿಸಿದರು. ಕಾರ್ಯಕ್ರಮದಲ್ಲಿ ಪ್ರೊ.ಸರ್ವಮಂಗಳ, ಪ್ರೊ. ಸಿ.ಎಸ್.ಸೋಮಶೇಖರಯ್ಯ, ಡಾ.ಬಿ.ಆರ್. ಚಂದ್ರಶೇಖರಯ್ಯ, ಬಸವ ಪ್ರಶಿಪಾಥಾ. ಎಸ್.ಕುಮಾರ್ ಉಪಸ್ಥಿತರಿದ್ದರು. — [770, 103, 906, 336]
photo-rajyotsava-lamp — [482, 528, 762, 662]
photo-kptcl-retirement — [49, 491, 323, 583]
janapada-caption-b: ಮೂಲಕ ಜನಪದ ಪರಂಪರೆಯನ್ನು ಮುಂದಿನ ಪೀಳಿಗೆಗೆ ವರ್ಗಾಯಿಸುವ ಕೆಲಸವನ್ನು ಮಾಡುತ್ತಿದ್ದಾರೆ ವಿದ್ಯಾರ್ಥಿಗಳು ಶಿಷ್ಟ ಸಾಹಿತ್ಯದಜೊತೆಗೆಜನಪದ ಸಾಹಿತ್ಯವನ್ನು ಓದಿ ತಿಳಿದುಕೊಳ್ಳಬೇಕೆಂದು ತಿಳಿಸಿದರು. — [626, 207, 762, 254]
tobacco-body-col2: ಹುಳಿಯಾರು ವತಿಯಿಂದ ಶನಿವಾರ ಆಯೋಜಿಸಿದ್ದ ತಂಬಾಕು ಮುಕ್ತ ಯುವ ಅಭಿಯಾನ ಕಾರ್ಯಕ್ರಮದಲ್ಲಿ ಮಾತನಾಡಿ ಉತ್ತಮ ಆರೋಗ್ಯಕ್ಕಾಗಿ ತಂಬಾಕನ್ನ ತ್ಯಜಿಸಿ, ಉತ್ತಮ ಜೀವನ ಆಯ್ದುಕೊಳ್ಳಿ, ತಂಬಾಕನಲ್ಲ ಎಂಬ ಘೋಷ ವಾಕ್ಯದೊಡನೆ ವಿದ್ಯಾರ್ಥಿಗಳಿಗೆ ಅರಿವು ಮೂಡಿಸಿದರು. ಈ ಕಾರ್ಯಕ್ರಮದಲ್ಲಿ ಶ್ರೀ ಯೋಗಿ ನಾರಾಯಣ ಐಟಿಐ ಕಾಲೇಜಿನ ಪ್ರಾಂಶುಪಾಲರಾದ ವಿಜಯ್ ಕುಮಾರ್, ಆಶಾ ಕಾರ್ಯಕರ್ತೆಯಾದ ಶಹನಾಜ್ ಉನ್ನಿಸಾ ಮತ್ತು ಮಂಜುಳಾ, ಕಾಲೇಜಿನ ಉಪನ್ಯಾಸಕರು, ವಿದ್ಯಾರ್ಥಿಗಳು ಉಪಸ್ಥಿತರಿದ್ದರು. — [192, 1207, 324, 1328]
headline-tobacco-line2: ಕಾರಣ ಸಿ.ವಿ.ವೆಂಕಟರಾಮಯ್ಯ — [90, 1064, 282, 1087]
guests — [482, 134, 762, 204]
headline-tobacco-line1: ತಂಬಾಕು ಕ್ಯಾನ್ಸರ್‌ಗೆ ಪ್ರಮುಖ — [94, 1030, 278, 1053]
book-cover-subtitle: ನೆನಪಿನ ಸಂಪುಟ — [252, 748, 278, 754]
rajyotsava-body-col3: ಶಂಕರ ಸೇವಾ ಸಮಿತಿಯ 52 ವರ್ಷಗಳ ಇತಿಹಾಸದಲ್ಲಿ ಇದೇ ಮೊದಲ ಬಾರಿಗೆ ಪ್ರತಿಭಾ ಪುರಸ್ಕಾರ ಹಮ್ಮಿಕೊಳ್ಳ ಲಾಗಿದ್ದು, ಸಮುದಾಯದವರ ಸಹಕಾರ ದೊಂದಿಗೆ ಮುಂದಿನ ದಿನಗಳಲ್ಲಿ ದೊಡ್ಡಮ ಟ್ಟದಲ್ಲಿ ಈ ಕಾರ್ಯಕ್ರಮ ನಡೆಸಲಾಗುವುದು ಎಂದ ಅವರು ವಿದ್ಯಾರ್ಥಿಗಳ ಭವಿಷ್ಯ ಉಜ್ವಲವಾಗಿರಲಿ ಎಂದರು. ನಿವೃತ್ತ ಶಿಕ್ಷಕ ನರಸಿಂಹಮೂರ್ತಿ ಕನ್ನಡ ಭಾಷೆ, ಸಾಹಿತ್ಯ, ಕಲೆಗೆ ಅಪಾರ — [626, 665, 762, 749]
headline-book-line1: ಡಿಸೆಂಬರ್6 :ಕರ್ಮಯೋಗಿರಂಗಸ್ವಾಮಿ — [87, 670, 285, 688]
article-kptcl — [46, 488, 326, 666]
rajyotsava-body-col2: ಮೇಲಿದ್ದು ಸಮುದಾಯದ ಸಂಘಟನೆಗಳಲ್ಲಿ ಪಾಲ್ಗೊಳ್ಳಬೇಕು ಎಂದರು. ಶ್ರೀ ಶಂಕರ ಸೇವಾ ಸಮಿತಿ ಅಧ್ಯಕ್ಷ ಬಿ. ಆರ್. ಸತ್ಯನಾ ರಾಯಣ ಮಾತನಾಡಿ ಕನ್ನಡ ಭಾಷೆಯನ್ನು ಉಳಿಸಿ ಬೆಳೆಸುವ ಜವಾಬ್ದಾರಿ ನಮ್ಮ ಮೇಲಿದೆ. ಸಾವಿರಾರು ವರ್ಷಗಳ ಇತಿಹಾಸವಿರುವ ಕನ್ನಡ ಭಾಷೆಯನ್ನು ನಮ್ಮ ಮುಂದಿನ ಪೀಳಿಗೆಯವರು ನಿತ್ಯ ಜೀವನ ದಲ್ಲಿ ಬಳಸುವ ಮೂಲಕ ಉಳಿಸಬೇಕು ಎಂದರು. — [482, 665, 616, 749]
photo-banking-awareness — [482, 1116, 762, 1218]
janapada-caption-a: ಸಿ.ಸಿ, ರೆಡ್‌ಕ್ರಾಸ್ ಘಟಕಗಳ ಉದ್ಘಾಟನಾ ಸಮಾರಂಭ "ಅಭಿವ್ಯಕ್ತಿ "ಕಾರ್ಯಕ್ರಮವನ್ನು ಉದ್ಘಾಟಿಸಿ ಮಾತನಾಡುತ್ತಾತುಮಕೂರು ಹಲವಾರುಜನಪದ ಕಲಾ ಪ್ರಕಾರಗಳಿಗೆ ತವರೂರಾಗಿದೆ. — [482, 207, 616, 254]
book-cover-title: ರಂಗಸ್ವಾಮಿ ಬೆಲ್ಲದಮಡು — [196, 732, 268, 742]
headline-janapada: ಜನಪದ ಸಂಸ್ಕೃತಿಯ ತವರೂರು ತುಮಕೂರು – ಡಾ. ಜಾನಪದ.ಎಸ್.ಬಾಲಾಜಿ — [348, 60, 892, 85]
article-bus — [46, 62, 326, 490]
